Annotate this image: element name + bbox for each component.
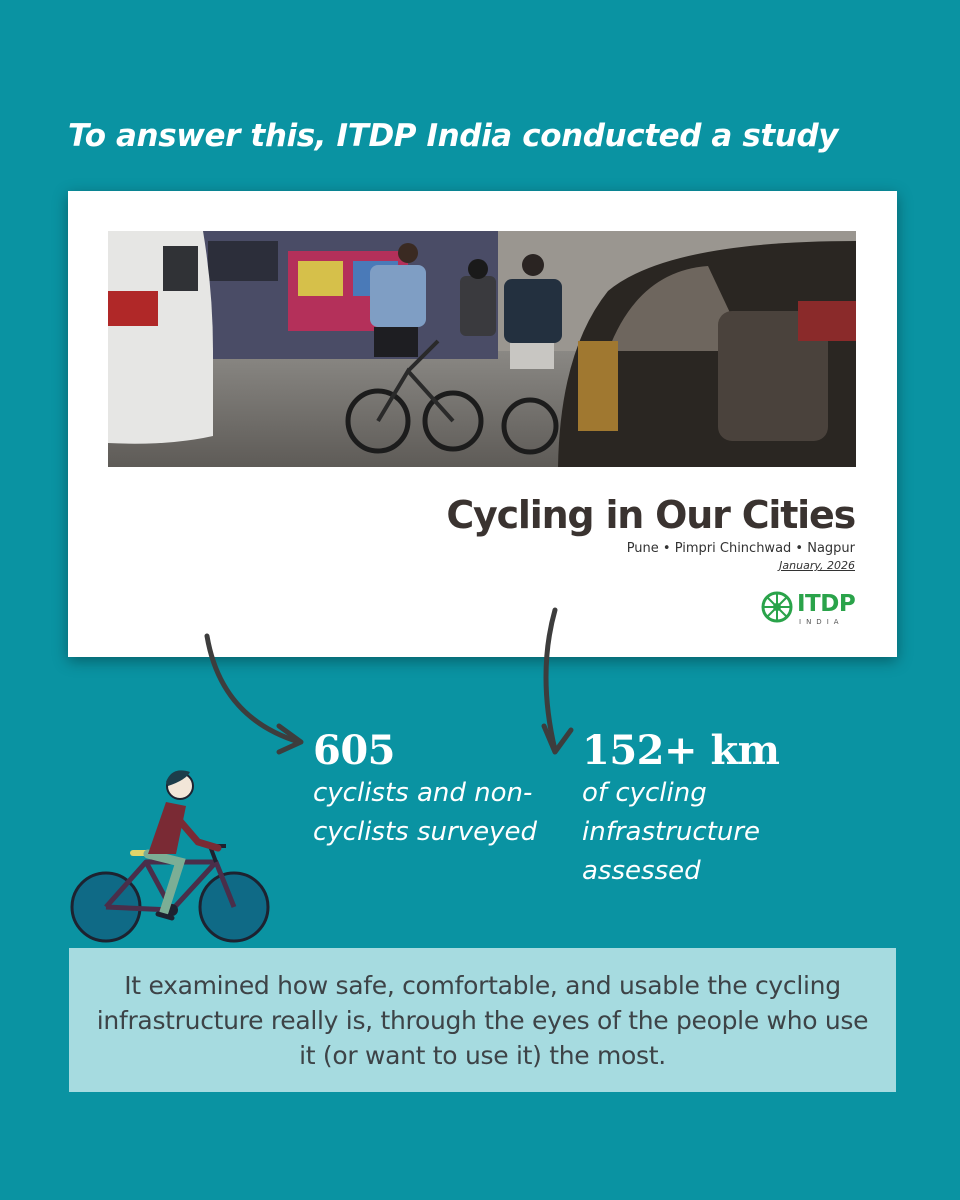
logo-text: ITDP [797,591,856,617]
stat-description: of cycling infrastructure assessed [582,778,761,886]
stat-value: 152+ km [582,727,780,774]
stat-surveyed [313,728,573,852]
report-date: January, 2026 [779,559,855,572]
itdp-logo-icon [761,591,793,623]
logo-subtext: INDIA [799,618,844,626]
cover-photo [108,231,856,467]
cyclist-illustration [68,762,273,947]
stat-description: cyclists and non-cyclists surveyed [313,778,537,847]
itdp-logo [761,589,857,631]
summary-text: It examined how safe, comfortable, and usable the cycling infrastructure really is, through the eyes of the people who use it (or want to use it) the most. [96,970,869,1070]
stat-infrastructure [582,728,842,891]
summary-box [69,948,896,1092]
headline: To answer this, ITDP India conducted a study [68,118,839,154]
stat-value: 605 [313,727,395,774]
report-cover-card [68,191,897,657]
report-title: Cycling in Our Cities [446,493,855,537]
report-cities: Pune • Pimpri Chinchwad • Nagpur [626,541,855,556]
curved-arrow-icon [195,632,315,757]
